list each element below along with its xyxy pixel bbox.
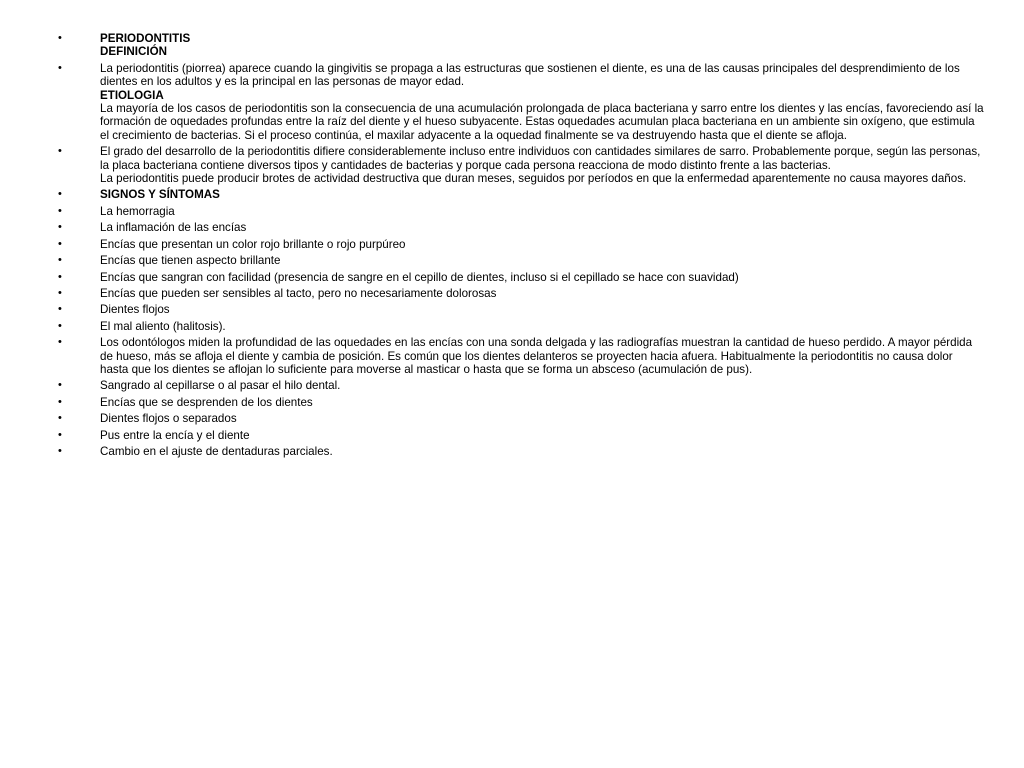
list-item xyxy=(0,336,984,376)
list-item xyxy=(0,188,984,201)
bullet-icon: • xyxy=(58,145,62,158)
body-text: El mal aliento (halitosis). xyxy=(100,319,226,333)
bullet-icon: • xyxy=(58,204,62,217)
bullet-icon: • xyxy=(58,286,62,299)
body-text: La inflamación de las encías xyxy=(100,221,247,235)
section-heading: SIGNOS Y SÍNTOMAS xyxy=(100,188,220,202)
section-heading: DEFINICIÓN xyxy=(100,45,167,59)
list-item xyxy=(0,62,984,142)
bullet-icon: • xyxy=(58,412,62,425)
body-text: Encías que sangran con facilidad (presencia de sangre en el cepillo de dientes, incluso si el cepillado se hace con suavidad) xyxy=(100,270,739,284)
body-text: Pus entre la encía y el diente xyxy=(100,428,250,442)
list-item xyxy=(0,32,984,59)
bullet-icon: • xyxy=(58,237,62,250)
bullet-icon: • xyxy=(58,254,62,267)
body-text: La periodontitis puede producir brotes de actividad destructiva que duran meses, seguidos por períodos en que la enfermedad aparentemente no causa mayores daños. xyxy=(100,172,967,186)
list-item xyxy=(0,254,984,267)
body-text: La periodontitis (piorrea) aparece cuando la gingivitis se propaga a las estructuras que sostienen el diente, es una de las causas principales del desprendimiento de los dientes en los adultos y es la principal en las personas de mayor edad. xyxy=(100,61,960,89)
list-item xyxy=(0,238,984,251)
bullet-icon: • xyxy=(58,444,62,457)
body-text: Dientes flojos o separados xyxy=(100,412,237,426)
bullet-icon: • xyxy=(58,221,62,234)
bullet-icon: • xyxy=(58,336,62,349)
bullet-list xyxy=(0,32,984,458)
list-item xyxy=(0,287,984,300)
bullet-icon: • xyxy=(58,270,62,283)
body-text: La mayoría de los casos de periodontitis son la consecuencia de una acumulación prolongada de placa bacteriana y sarro entre los dientes y las encías, favoreciendo así la formación de oquedades profundas entre la raíz del diente y el hueso subyacente. Estas oquedades acumulan placa bacteriana en un ambiente sin oxígeno, que estimula el crecimiento de bacterias. Si el proceso continúa, el maxilar adyacente a la oquedad finalmente se va destruyendo hasta que el diente se afloja. xyxy=(100,102,984,142)
bullet-icon: • xyxy=(58,61,62,74)
list-item xyxy=(0,412,984,425)
body-text: Encías que se desprenden de los dientes xyxy=(100,395,313,409)
list-item xyxy=(0,303,984,316)
bullet-icon: • xyxy=(58,428,62,441)
body-text: Los odontólogos miden la profundidad de las oquedades en las encías con una sonda delgada y las radiografías muestran la cantidad de hueso perdido. A mayor pérdida de hueso, más se afloja el diente y cambia de posición. Es común que los dientes delanteros se proyecten hacia afuera. Habitualmente la periodontitis no causa dolor hasta que los dientes se aflojan lo suficiente para moverse al masticar o hasta que se forma un absceso (acumulación de pus). xyxy=(100,336,973,376)
body-text: Cambio en el ajuste de dentaduras parciales. xyxy=(100,444,333,458)
section-heading: ETIOLOGIA xyxy=(100,88,164,102)
body-text: El grado del desarrollo de la periodontitis difiere considerablemente incluso entre individuos con cantidades similares de sarro. Probablemente porque, según las personas, la placa bacteriana contiene diversos tipos y cantidades de bacterias y porque cada persona reacciona de modo distinto frente a las bacterias. xyxy=(100,145,981,172)
body-text: Encías que tienen aspecto brillante xyxy=(100,254,281,268)
bullet-icon: • xyxy=(58,32,62,44)
list-item xyxy=(0,445,984,458)
list-item xyxy=(0,145,984,185)
list-item xyxy=(0,205,984,218)
list-item xyxy=(0,320,984,333)
section-heading: PERIODONTITIS xyxy=(100,32,191,45)
list-item xyxy=(0,221,984,234)
bullet-icon: • xyxy=(58,395,62,408)
bullet-icon: • xyxy=(58,379,62,392)
body-text: Dientes flojos xyxy=(100,303,170,317)
body-text: La hemorragia xyxy=(100,204,175,218)
bullet-icon: • xyxy=(58,188,62,201)
bullet-icon: • xyxy=(58,303,62,316)
body-text: Encías que pueden ser sensibles al tacto, pero no necesariamente dolorosas xyxy=(100,286,497,300)
body-text: Encías que presentan un color rojo brillante o rojo purpúreo xyxy=(100,237,406,251)
list-item xyxy=(0,379,984,392)
body-text: Sangrado al cepillarse o al pasar el hilo dental. xyxy=(100,379,341,393)
list-item xyxy=(0,396,984,409)
bullet-icon: • xyxy=(58,319,62,332)
list-item xyxy=(0,271,984,284)
list-item xyxy=(0,429,984,442)
